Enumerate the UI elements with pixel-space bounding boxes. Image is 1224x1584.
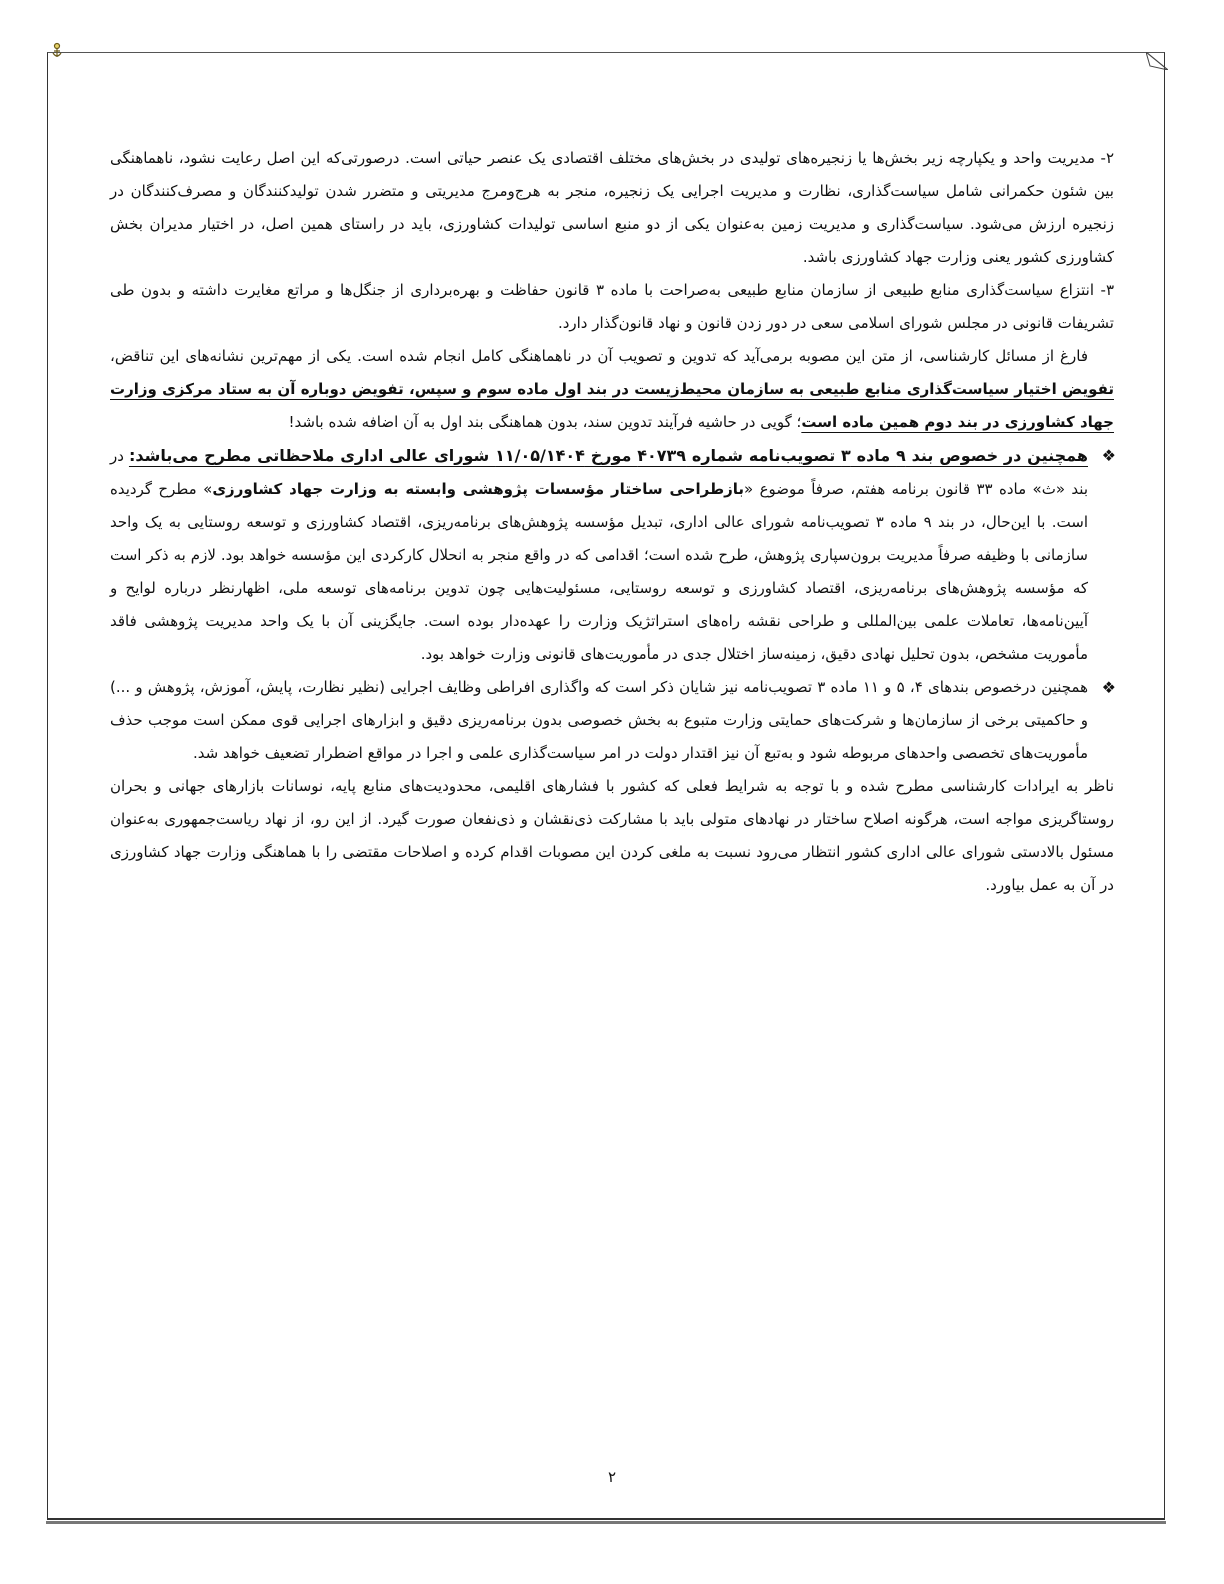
bullet-text-part-1: در بند «ث» ماده ۳۳ قانون برنامه هفتم، صرفاً موضوع « bbox=[110, 447, 1088, 498]
bullet-item-research-institute bbox=[110, 439, 1114, 671]
bullet-heading: همچنین در خصوص بند ۹ ماده ۳ تصویب‌نامه شماره ۴۰۷۳۹ مورخ ۱۱/۰۵/۱۴۰۴ شورای عالی اداری ملاحظاتی مطرح می‌باشد: bbox=[128, 446, 1088, 465]
conclusion-paragraph: ناظر به ایرادات کارشناسی مطرح شده و با توجه به شرایط فعلی که کشور با فشارهای اقلیمی، محدودیت‌های منابع پایه، نوسانات بازارهای جهانی و بحران روستاگریزی مواجه است، هرگونه اصلاح ساختار در نهادهای متولی باید با مشارکت ذی‌نقشان و ذی‌نفعان صورت گیرد. از این رو، از نهاد ریاست‌جمهوری به‌عنوان مسئول بالادستی شورای عالی اداری کشور انتظار می‌رود نسبت به ملغی کردن این مصوبات اقدام کرده و اصلاحات مقتضی را با هماهنگی وزارت جهاد کشاورزی در آن به عمل بیاورد. bbox=[110, 777, 1114, 894]
four-diamond-bullet-icon: ❖ bbox=[1101, 446, 1116, 465]
bullet-item-delegation bbox=[110, 671, 1114, 770]
page-number: ۲ bbox=[607, 1468, 617, 1486]
paragraph-contradiction-emphasis: تفویض اختیار سیاست‌گذاری منابع طبیعی به سازمان محیط‌زیست در بند اول ماده سوم و سپس، تفویض دوباره آن به ستاد مرکزی وزارت جهاد کشاورزی در بند دوم همین ماده است bbox=[110, 380, 1114, 431]
paragraph-item-2: ۲- مدیریت واحد و یکپارچه زیر بخش‌ها یا زنجیره‌های تولیدی در بخش‌های مختلف اقتصادی یک عنصر حیاتی است. درصورتی‌که این اصل رعایت نشود، ناهماهنگی بین شئون حکمرانی شامل سیاست‌گذاری، نظارت و مدیریت اجرایی یک زنجیره، منجر به هرج‌ومرج مدیریتی و متضرر شدن تولیدکنندگان و مصرف‌کنندگان در زنجیره ارزش می‌شود. سیاست‌گذاری و مدیریت زمین به‌عنوان یکی از دو منبع اساسی تولیدات کشاورزی، باید در راستای همین اصل، در اختیار مدیران بخش کشاورزی کشور یعنی وزارت جهاد کشاورزی باشد. bbox=[110, 149, 1114, 266]
anchor-icon bbox=[50, 42, 64, 60]
paragraph-contradiction-start: فارغ از مسائل کارشناسی، از متن این مصوبه برمی‌آید که تدوین و تصویب آن در ناهماهنگی کامل انجام شده است. یکی از مهم‌ترین نشانه‌های این تناقض، bbox=[110, 347, 1088, 365]
paragraph-contradiction bbox=[110, 340, 1114, 439]
bullet-text-part-2: » مطرح گردیده است. با این‌حال، در بند ۹ ماده ۳ تصویب‌نامه شورای عالی اداری، تبدیل مؤسسه پژوهش‌های برنامه‌ریزی، اقتصاد کشاورزی و توسعه روستایی به یک واحد سازمانی با وظیفه صرفاً مدیریت برون‌سپاری پژوهش، طرح شده است؛ اقدامی که در واقع منجر به انحلال کارکردی این مؤسسه خواهد بود. لازم به ذکر است که مؤسسه پژوهش‌های برنامه‌ریزی، اقتصاد کشاورزی و توسعه روستایی، مسئولیت‌هایی چون تدوین برنامه‌های توسعه ملی، اظهارنظر درباره لوایح و آیین‌نامه‌ها، تعاملات علمی بین‌المللی و طراحی نقشه راه‌های استراتژیک وزارت را عهده‌دار بوده است. جایگزینی آن با یک واحد مدیریت پژوهشی فاقد مأموریت مشخص، بدون تحلیل نهادی دقیق، زمینه‌ساز اختلال جدی در مأموریت‌های قانونی وزارت خواهد بود. bbox=[110, 480, 1088, 663]
bullet-item-research-institute-text bbox=[110, 439, 1088, 671]
paragraph-contradiction-end: ؛ گویی در حاشیه فرآیند تدوین سند، بدون هماهنگی بند اول به آن اضافه شده باشد! bbox=[288, 413, 802, 431]
four-diamond-bullet-icon: ❖ bbox=[1101, 678, 1116, 697]
bullet-item-delegation-text: همچنین درخصوص بندهای ۴، ۵ و ۱۱ ماده ۳ تصویب‌نامه نیز شایان ذکر است که واگذاری افراطی وظایف اجرایی (نظیر نظارت، پایش، آموزش، پژوهش و ...) و حاکمیتی برخی از سازمان‌ها و شرکت‌های حمایتی وزارت متبوع به بخش خصوصی بدون برنامه‌ریزی دقیق و ابزارهای اجرایی قوی ممکن است موجب حذف مأموریت‌های تخصصی واحدهای مربوطه شود و به‌تبع آن نیز اقتدار دولت در امر سیاست‌گذاری علمی و اجرا در مواقع اضطرار تضعیف خواهد شد. bbox=[110, 678, 1089, 762]
page-frame-shadow bbox=[46, 1521, 1166, 1524]
page-corner-fold-icon bbox=[1146, 52, 1168, 70]
paragraph-item-3: ۳- انتزاع سیاست‌گذاری منابع طبیعی از سازمان منابع طبیعی به‌صراحت با ماده ۳ قانون حفاظت و بهره‌برداری از جنگل‌ها و مراتع مغایرت داشته و بدون طی تشریفات قانونی در مجلس شورای اسلامی سعی در دور زدن قانون و نهاد قانون‌گذار دارد. bbox=[110, 281, 1114, 332]
bullet-emphasis: بازطراحی ساختار مؤسسات پژوهشی وابسته به وزارت جهاد کشاورزی bbox=[212, 480, 744, 498]
document-body bbox=[110, 142, 1114, 902]
